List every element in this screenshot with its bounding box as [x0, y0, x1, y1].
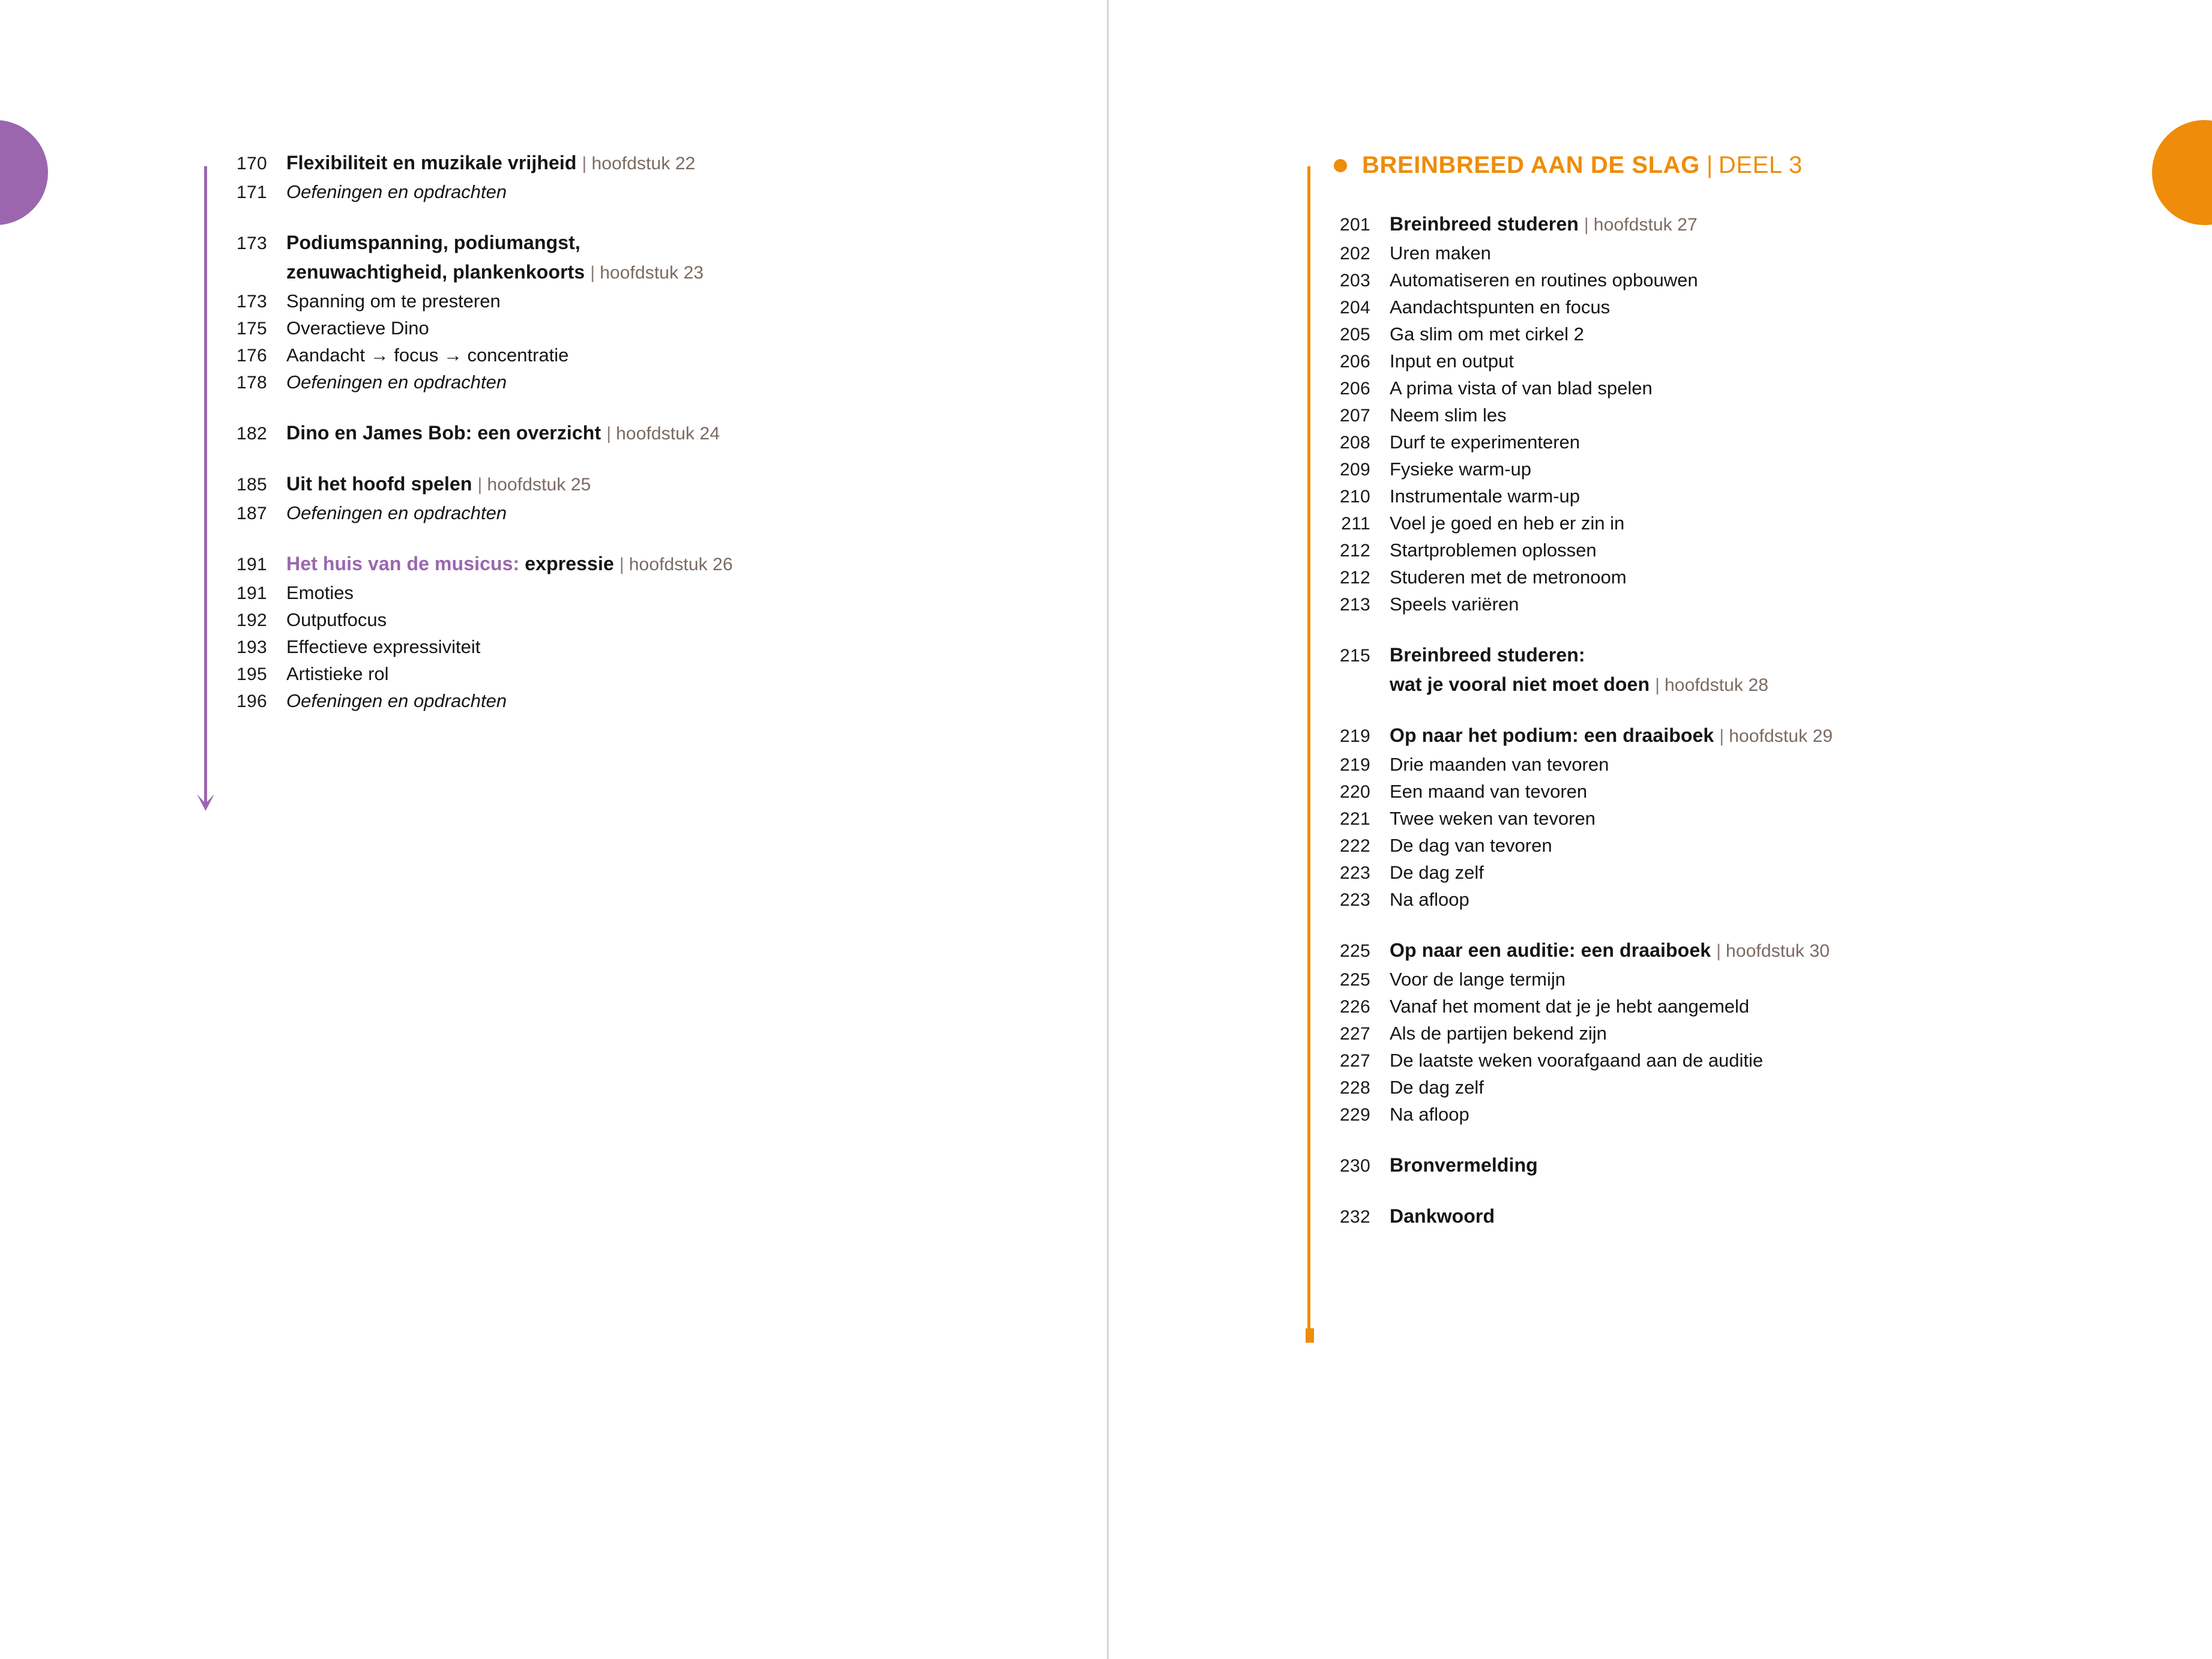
toc-entry-title-main: Oefeningen en opdrachten — [286, 690, 507, 711]
toc-entry-title — [1390, 514, 1624, 532]
toc-group — [1307, 726, 2160, 909]
toc-entry-title — [1390, 325, 1584, 343]
bullet-dot-icon — [1334, 159, 1347, 172]
toc-entry-title — [1390, 1206, 1495, 1226]
toc-entry-page-number: 226 — [1340, 997, 1370, 1017]
toc-entry[interactable] — [1307, 514, 2160, 533]
toc-entry[interactable] — [1307, 782, 2160, 801]
toc-entry-title-main: Op naar een auditie: een draaiboek — [1390, 939, 1711, 961]
chapter-separator-bar: | — [606, 424, 612, 444]
chapter-label-text: hoofdstuk 24 — [616, 424, 720, 444]
toc-entry[interactable] — [204, 554, 1044, 574]
toc-entry[interactable] — [1307, 890, 2160, 909]
toc-entry-title — [286, 373, 507, 391]
toc-entry-page-number: 178 — [237, 373, 267, 393]
toc-entry-title-main: Breinbreed studeren — [1390, 213, 1579, 235]
toc-entry-page-number: 230 — [1340, 1156, 1370, 1176]
toc-group — [204, 233, 1044, 392]
toc-group — [204, 554, 1044, 711]
toc-entry[interactable] — [204, 610, 1044, 630]
chapter-label-text: hoofdstuk 29 — [1729, 726, 1833, 746]
toc-entry[interactable] — [1307, 406, 2160, 425]
toc-entry[interactable] — [1307, 379, 2160, 398]
page-gutter-divider — [1107, 0, 1109, 1659]
toc-entry-title-main: A prima vista of van blad spelen — [1390, 378, 1653, 399]
orange-accent-rail — [1307, 166, 1310, 1332]
toc-entry-title — [1390, 726, 1833, 745]
toc-entry-page-number: 196 — [237, 691, 267, 711]
toc-entry-title-main: De dag van tevoren — [1390, 835, 1552, 856]
toc-group — [1307, 941, 2160, 1124]
chapter-label-text: hoofdstuk 23 — [600, 263, 704, 283]
toc-entry-title-main: Artistieke rol — [286, 663, 389, 684]
toc-entry-page-number: 202 — [1340, 244, 1370, 263]
toc-entry[interactable] — [1307, 352, 2160, 371]
toc-entry[interactable] — [1307, 1206, 2160, 1226]
decorative-purple-circle — [0, 120, 48, 225]
chapter-separator-bar: | — [1716, 941, 1722, 961]
toc-entry-title-emphasis: expressie — [519, 553, 614, 574]
toc-entry-title — [286, 474, 591, 494]
toc-entry[interactable] — [204, 637, 1044, 657]
toc-entry-title-main: Emoties — [286, 582, 354, 603]
toc-entry-title — [286, 583, 354, 602]
toc-entry-title — [1390, 755, 1609, 774]
toc-entry-page-number: 203 — [1340, 271, 1370, 291]
toc-entry-title — [286, 610, 387, 629]
toc-entry-title — [286, 504, 507, 522]
toc-entry-title-main: De laatste weken voorafgaand aan de auditie — [1390, 1050, 1764, 1071]
toc-entry-title-main: Durf te experimenteren — [1390, 432, 1581, 453]
toc-entry-page-number: 207 — [1340, 406, 1370, 426]
toc-entry[interactable] — [1307, 325, 2160, 344]
toc-entry-title-main: Automatiseren en routines opbouwen — [1390, 269, 1698, 291]
toc-entry-page-number: 185 — [237, 475, 267, 495]
toc-entry-title-main: Vanaf het moment dat je je hebt aangemeld — [1390, 996, 1750, 1017]
toc-entry-title — [1390, 890, 1469, 909]
decorative-orange-circle — [2152, 120, 2212, 225]
toc-entry[interactable] — [204, 373, 1044, 392]
toc-entry-title — [286, 637, 480, 656]
toc-entry-title — [1390, 1078, 1484, 1097]
toc-entry[interactable] — [204, 233, 1044, 253]
toc-entry-title — [1390, 352, 1514, 370]
toc-group — [204, 153, 1044, 202]
toc-entry-chapter-label — [577, 154, 696, 173]
toc-entry-title — [1390, 1024, 1607, 1043]
toc-entry-title-main: Voel je goed en heb er zin in — [1390, 513, 1625, 534]
toc-entry-page-number: 191 — [237, 583, 267, 603]
toc-entry[interactable] — [204, 153, 1044, 173]
toc-column-right — [1307, 153, 2160, 1236]
toc-entry-page-number: 205 — [1340, 325, 1370, 345]
toc-entry-title-main: Uit het hoofd spelen — [286, 473, 472, 495]
toc-entry-page-number: 176 — [237, 346, 267, 366]
toc-entry[interactable] — [1307, 645, 2160, 665]
chapter-separator-bar: | — [1584, 215, 1589, 235]
toc-entry-title — [286, 153, 695, 173]
toc-entry-title-main: Voor de lange termijn — [1390, 969, 1566, 990]
toc-entry-title-main: Instrumentale warm-up — [1390, 486, 1581, 507]
toc-entry-page-number: 212 — [1340, 568, 1370, 588]
toc-entry-title — [1390, 541, 1597, 559]
toc-entry-title-main: Uren maken — [1390, 242, 1491, 263]
toc-entry-page-number: 221 — [1340, 809, 1370, 829]
toc-group — [204, 474, 1044, 523]
toc-entry-title — [1390, 460, 1531, 478]
toc-entry[interactable] — [1307, 836, 2160, 855]
toc-entry-title-main: Drie maanden van tevoren — [1390, 754, 1609, 775]
toc-entry[interactable] — [204, 504, 1044, 523]
toc-entry-title-main: Na afloop — [1390, 889, 1469, 910]
toc-entry-page-number: 215 — [1340, 646, 1370, 666]
down-arrow-icon — [196, 789, 215, 811]
toc-entry[interactable] — [1307, 1105, 2160, 1124]
toc-entry-page-number: 193 — [237, 637, 267, 657]
toc-entry-title — [1390, 433, 1580, 451]
toc-entry-title-main: Bronvermelding — [1390, 1154, 1538, 1176]
toc-entry-page-number: 182 — [237, 424, 267, 444]
toc-entry-page-number: 225 — [1340, 970, 1370, 990]
rail-square-cap — [1306, 1328, 1314, 1343]
toc-entry-title — [286, 182, 507, 201]
toc-entry-page-number: 232 — [1340, 1207, 1370, 1227]
toc-entry-title — [1390, 568, 1627, 586]
toc-entry-title — [1390, 214, 1698, 234]
toc-entry-title — [1390, 595, 1519, 613]
toc-entry-title-main: De dag zelf — [1390, 1077, 1484, 1098]
toc-entry-title-main: Overactieve Dino — [286, 318, 429, 339]
toc-entry-title — [1390, 809, 1596, 828]
toc-entry[interactable] — [1307, 1155, 2160, 1175]
toc-entry[interactable] — [1307, 214, 2160, 234]
toc-entry[interactable] — [1307, 1078, 2160, 1097]
toc-entry[interactable] — [204, 319, 1044, 338]
toc-entry-page-number: 212 — [1340, 541, 1370, 561]
toc-entry-title-main: Twee weken van tevoren — [1390, 808, 1596, 829]
toc-entry-title-main: Het huis van de musicus: — [286, 553, 520, 574]
toc-entry-page-number: 219 — [1340, 755, 1370, 775]
toc-entry[interactable] — [1307, 675, 2160, 694]
toc-entry-title — [286, 319, 429, 337]
toc-entry-page-number: 210 — [1340, 487, 1370, 507]
toc-entry-title-main: Outputfocus — [286, 609, 387, 630]
toc-entry-title — [1390, 941, 1830, 960]
toc-entry-page-number: 173 — [237, 292, 267, 312]
toc-entry-page-number: 206 — [1340, 352, 1370, 372]
toc-entry-title-main: Oefeningen en opdrachten — [286, 181, 507, 202]
toc-entry-title-main: Spanning om te presteren — [286, 291, 501, 312]
toc-entry[interactable] — [1307, 809, 2160, 828]
toc-entry-page-number: 228 — [1340, 1078, 1370, 1098]
toc-entry-page-number: 175 — [237, 319, 267, 339]
toc-entry[interactable] — [1307, 1024, 2160, 1043]
toc-entry-title-main: Podiumspanning, podiumangst, — [286, 232, 580, 253]
toc-entry-page-number: 222 — [1340, 836, 1370, 856]
toc-entry-title — [286, 346, 568, 364]
toc-entry-title — [286, 554, 733, 574]
toc-entry-title-main: zenuwachtigheid, plankenkoorts — [286, 261, 585, 283]
toc-entry[interactable] — [1307, 863, 2160, 882]
toc-entry[interactable] — [204, 182, 1044, 202]
toc-entry-chapter-label — [585, 263, 704, 283]
toc-group — [1307, 1155, 2160, 1175]
toc-entry-page-number: 171 — [237, 182, 267, 202]
toc-entry[interactable] — [1307, 433, 2160, 452]
toc-entry-title — [286, 233, 580, 252]
toc-group-list-right — [1307, 214, 2160, 1226]
toc-entry-title — [1390, 645, 1585, 664]
toc-entry-page-number: 195 — [237, 664, 267, 684]
toc-entry-title-main: wat je vooral niet moet doen — [1390, 673, 1650, 695]
toc-group — [1307, 214, 2160, 614]
toc-entry-page-number: 191 — [237, 555, 267, 574]
toc-entry-page-number: 208 — [1340, 433, 1370, 453]
chapter-label-text: hoofdstuk 27 — [1593, 215, 1698, 235]
toc-group-list-left — [204, 153, 1044, 711]
toc-entry-title — [286, 292, 501, 310]
toc-entry-page-number: 223 — [1340, 890, 1370, 910]
toc-entry-title-main: Dino en James Bob: een overzicht — [286, 422, 601, 444]
toc-entry-page-number: 173 — [237, 233, 267, 253]
toc-entry-title-main: Input en output — [1390, 351, 1514, 372]
toc-entry-title-main: Fysieke warm-up — [1390, 459, 1531, 480]
toc-entry-title-main: Breinbreed studeren: — [1390, 644, 1585, 666]
toc-entry-title-main: Een maand van tevoren — [1390, 781, 1588, 802]
toc-entry-title — [1390, 782, 1587, 801]
toc-entry-title — [286, 423, 720, 443]
toc-entry-page-number: 223 — [1340, 863, 1370, 883]
toc-entry-title-main: Oefeningen en opdrachten — [286, 372, 507, 393]
toc-entry[interactable] — [1307, 941, 2160, 960]
toc-entry-title-main: Ga slim om met cirkel 2 — [1390, 324, 1584, 345]
toc-entry-title-main: Flexibiliteit en muzikale vrijheid — [286, 152, 577, 173]
toc-entry-title-main: Effectieve expressiviteit — [286, 636, 481, 657]
chapter-label-text: hoofdstuk 25 — [487, 475, 591, 495]
toc-entry[interactable] — [1307, 997, 2160, 1016]
chapter-separator-bar: | — [590, 263, 595, 283]
toc-entry-title — [1390, 271, 1698, 289]
toc-entry-title — [286, 262, 704, 282]
part-heading-number: DEEL 3 — [1718, 152, 1803, 178]
toc-entry[interactable] — [204, 346, 1044, 365]
toc-entry-page-number: 211 — [1341, 514, 1370, 534]
toc-entry-title — [1390, 379, 1653, 397]
toc-entry-title-main: Als de partijen bekend zijn — [1390, 1023, 1607, 1044]
chapter-separator-bar: | — [619, 555, 624, 574]
toc-entry-chapter-label — [1650, 675, 1768, 695]
chapter-separator-bar: | — [1655, 675, 1660, 695]
toc-entry[interactable] — [1307, 970, 2160, 989]
toc-group — [1307, 1206, 2160, 1226]
toc-entry-chapter-label — [601, 424, 720, 444]
toc-entry-title-main: Na afloop — [1390, 1104, 1469, 1125]
chapter-label-text: hoofdstuk 30 — [1726, 941, 1830, 961]
toc-entry[interactable] — [204, 691, 1044, 711]
toc-entry[interactable] — [1307, 244, 2160, 263]
toc-entry[interactable] — [1307, 568, 2160, 587]
toc-entry[interactable] — [204, 474, 1044, 494]
toc-group — [204, 423, 1044, 443]
toc-entry-page-number: 204 — [1340, 298, 1370, 318]
chapter-label-text: hoofdstuk 22 — [591, 154, 696, 173]
toc-group — [1307, 645, 2160, 694]
chapter-label-text: hoofdstuk 28 — [1665, 675, 1769, 695]
toc-entry-page-number: 206 — [1340, 379, 1370, 399]
toc-entry-title — [1390, 244, 1491, 262]
chapter-separator-bar: | — [1719, 726, 1725, 746]
toc-entry[interactable] — [204, 262, 1044, 282]
toc-entry[interactable] — [1307, 755, 2160, 774]
toc-entry-chapter-label — [1714, 726, 1833, 746]
toc-entry-chapter-label — [1579, 215, 1698, 235]
toc-entry-page-number: 225 — [1340, 941, 1370, 961]
purple-accent-rail — [204, 166, 207, 792]
toc-entry-page-number: 219 — [1340, 726, 1370, 746]
chapter-separator-bar: | — [477, 475, 483, 495]
toc-entry[interactable] — [1307, 595, 2160, 614]
toc-entry[interactable] — [1307, 460, 2160, 479]
toc-entry-title — [1390, 997, 1749, 1016]
toc-entry-title-main: Op naar het podium: een draaiboek — [1390, 724, 1714, 746]
toc-entry[interactable] — [204, 292, 1044, 311]
toc-entry-page-number: 201 — [1340, 215, 1370, 235]
toc-entry[interactable] — [1307, 271, 2160, 290]
toc-entry[interactable] — [1307, 726, 2160, 745]
toc-entry-chapter-label — [472, 475, 591, 495]
toc-entry-title-main: Aandacht → focus → concentratie — [286, 345, 569, 366]
toc-entry-title — [1390, 1105, 1469, 1124]
toc-entry-title — [286, 664, 389, 683]
toc-entry-title-main: Speels variëren — [1390, 594, 1519, 615]
toc-entry-title-main: Startproblemen oplossen — [1390, 540, 1597, 561]
toc-entry[interactable] — [204, 583, 1044, 603]
toc-entry-page-number: 229 — [1340, 1105, 1370, 1125]
toc-entry-page-number: 220 — [1340, 782, 1370, 802]
toc-entry-page-number: 227 — [1340, 1051, 1370, 1071]
toc-entry-title — [1390, 970, 1566, 989]
toc-entry-title-main: De dag zelf — [1390, 862, 1484, 883]
toc-column-left — [204, 153, 1044, 711]
toc-entry-title — [1390, 1051, 1763, 1070]
toc-entry-title-main: Neem slim les — [1390, 405, 1507, 426]
toc-entry[interactable] — [1307, 487, 2160, 506]
part-heading — [1307, 153, 2160, 177]
toc-entry-title — [1390, 675, 1768, 694]
chapter-separator-bar: | — [582, 154, 587, 173]
toc-entry-page-number: 209 — [1340, 460, 1370, 480]
toc-entry-title — [286, 691, 507, 710]
toc-entry-title-main: Aandachtspunten en focus — [1390, 297, 1611, 318]
toc-entry[interactable] — [1307, 298, 2160, 317]
toc-entry-title-main: Dankwoord — [1390, 1205, 1495, 1227]
toc-entry[interactable] — [204, 664, 1044, 684]
toc-entry-page-number: 227 — [1340, 1024, 1370, 1044]
toc-entry-title — [1390, 487, 1580, 505]
toc-entry-chapter-label — [614, 555, 733, 574]
toc-entry-page-number: 213 — [1340, 595, 1370, 615]
toc-entry-title — [1390, 1155, 1538, 1175]
part-heading-title: BREINBREED AAN DE SLAG — [1362, 152, 1700, 178]
toc-entry-page-number: 170 — [237, 154, 267, 173]
toc-entry[interactable] — [1307, 541, 2160, 560]
toc-entry-title-main: Studeren met de metronoom — [1390, 567, 1627, 588]
toc-entry-title — [1390, 406, 1507, 424]
toc-entry-title — [1390, 836, 1552, 855]
chapter-label-text: hoofdstuk 26 — [628, 555, 733, 574]
toc-entry[interactable] — [1307, 1051, 2160, 1070]
toc-entry-title — [1390, 298, 1610, 316]
toc-entry-page-number: 192 — [237, 610, 267, 630]
toc-entry[interactable] — [204, 423, 1044, 443]
toc-entry-title — [1390, 863, 1484, 882]
toc-entry-chapter-label — [1711, 941, 1830, 961]
toc-entry-page-number: 187 — [237, 504, 267, 523]
part-heading-separator: | — [1706, 152, 1713, 178]
toc-entry-title-main: Oefeningen en opdrachten — [286, 502, 507, 523]
